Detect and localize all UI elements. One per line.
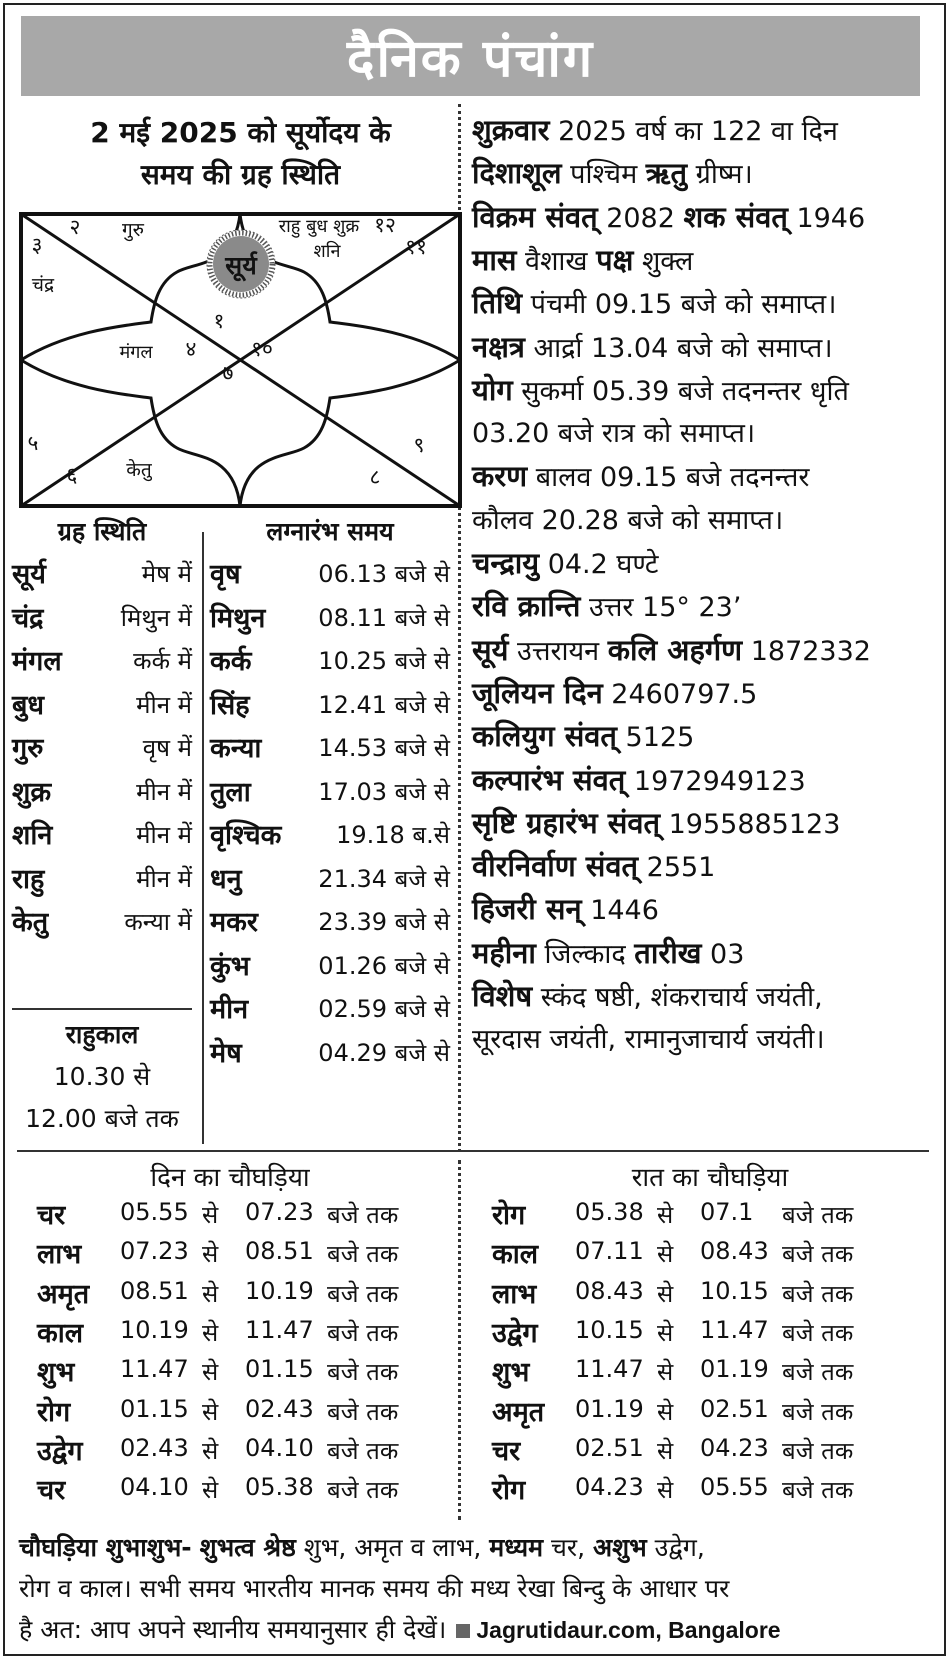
panchang-value: 2551 [638, 852, 716, 884]
panchang-value: उत्तरायन [508, 635, 608, 667]
panchang-value: स्कंद षष्ठी, शंकराचार्य जयंती, [532, 982, 823, 1013]
house-2: २ [69, 215, 81, 239]
panchang-label: मास [472, 242, 517, 277]
house-1: १ [213, 309, 225, 333]
house-3: ३ [31, 233, 43, 257]
panchang-value: 5125 [616, 722, 695, 754]
footer-shreshth: शुभ, अमृत व लाभ, [303, 1533, 482, 1562]
panchang-line [472, 846, 715, 885]
planet-mangal: मंगल [119, 342, 153, 363]
lagna-time: 12.41 बजे से [318, 690, 450, 719]
choghadiya-name: चर [37, 1200, 66, 1231]
lagna-time: 10.25 बजे से [318, 647, 450, 675]
panchang-label: कल्पारंभ संवत् [472, 762, 626, 797]
choghadiya-tak: बजे तक [782, 1397, 854, 1426]
footer-madhyam: चर, [551, 1533, 586, 1562]
section-divider [17, 1150, 929, 1152]
brand-credit: Jagrutidaur.com, Bangalore [476, 1617, 781, 1643]
panchang-label: पक्ष [596, 242, 634, 277]
panchang-line [472, 803, 840, 842]
graha-planet: गुरु [12, 733, 44, 764]
planet-shani: शनि [313, 241, 341, 262]
lagna-rashi: कन्या [210, 733, 262, 764]
footer-line2: रोग व काल। सभी समय भारतीय मानक समय की मध्य रेखा बिन्दु के आधार पर [19, 1574, 730, 1603]
footer-label: चौघड़िया शुभाशुभ- [19, 1533, 192, 1562]
panchang-label: चन्द्रायु [472, 546, 540, 580]
choghadiya-name: शुभ [37, 1357, 75, 1389]
panchang-value: सूरदास जयंती, रामानुजाचार्य जयंती। [472, 1024, 825, 1056]
panchang-line [472, 197, 865, 236]
lagna-rashi: कुंभ [210, 950, 250, 982]
panchang-line [472, 283, 836, 322]
panchang-value: 2460797.5 [602, 678, 758, 710]
panchang-line [472, 240, 693, 279]
footer-line3 [19, 1609, 934, 1651]
panchang-label: हिजरी सन् [472, 892, 582, 927]
choghadiya-se: से [202, 1358, 219, 1387]
choghadiya-name: अमृत [37, 1278, 90, 1310]
choghadiya-to: 05.38 [245, 1473, 314, 1502]
panchang-label: सृष्टि ग्रहारंभ संवत् [472, 805, 661, 840]
choghadiya-to: 10.15 [700, 1276, 769, 1305]
graha-planet: शनि [12, 820, 53, 851]
panchang-label: वीरनिर्वाण संवत् [472, 849, 639, 884]
lagna-time: 21.34 बजे से [318, 864, 450, 893]
choghadiya-se: से [657, 1240, 674, 1269]
lagna-rashi: मकर [210, 907, 258, 938]
rahukaal-divider [12, 1008, 192, 1010]
choghadiya-name: रोग [492, 1475, 526, 1507]
choghadiya-from: 02.43 [120, 1433, 189, 1462]
panchang-value: सुकर्मा 05.39 बजे तदनन्तर धृति [512, 375, 849, 407]
panchang-line [472, 673, 757, 712]
graha-planet: मंगल [12, 646, 62, 677]
choghadiya-se: से [657, 1358, 674, 1387]
choghadiya-tak: बजे तक [327, 1279, 399, 1308]
graha-rashi: मीन में [136, 777, 192, 806]
choghadiya-to: 11.47 [245, 1315, 314, 1344]
panchang-label: दिशाशूल [472, 156, 562, 191]
choghadiya-name: रोग [492, 1200, 526, 1231]
panchang-label: विशेष [472, 979, 533, 1013]
panchang-label: सूर्य [472, 632, 509, 667]
choghadiya-from: 07.11 [575, 1237, 644, 1266]
choghadiya-se: से [657, 1201, 674, 1229]
panchang-label: रवि क्रान्ति [472, 589, 581, 624]
choghadiya-se: से [657, 1476, 674, 1505]
choghadiya-to: 10.19 [245, 1276, 314, 1305]
lagna-rashi: सिंह [210, 689, 250, 721]
night-choghadiya-heading: रात का चौघड़िया [631, 1163, 789, 1193]
choghadiya-to: 04.23 [700, 1433, 769, 1462]
panchang-label: तिथि [472, 286, 523, 321]
rahukaal-heading: राहुकाल [65, 1020, 139, 1049]
panchang-line [472, 543, 659, 582]
panchang-line [472, 630, 871, 669]
house-12: १२ [374, 213, 396, 237]
panchang-label: जूलियन दिन [472, 675, 603, 710]
graha-planet: बुध [12, 689, 45, 721]
footer-note [19, 1527, 934, 1651]
house-11: ११ [405, 235, 427, 259]
choghadiya-from: 10.15 [575, 1315, 644, 1344]
choghadiya-name: चर [492, 1435, 521, 1467]
panchang-line [472, 716, 694, 755]
panchang-value: 2082 [597, 202, 684, 234]
rahukaal-box [12, 1014, 192, 1140]
choghadiya-name: काल [37, 1317, 84, 1349]
choghadiya-name: लाभ [37, 1239, 82, 1271]
lagna-time: 19.18 ब.से [336, 821, 450, 849]
panchang-label: शुक्रवार [472, 113, 550, 147]
panchang-value: शुक्ल [633, 245, 694, 277]
choghadiya-name: लाभ [492, 1278, 537, 1310]
choghadiya-se: से [202, 1318, 219, 1347]
graha-planet: सूर्य [12, 559, 46, 590]
chart-heading-line2: समय की ग्रह स्थिति [140, 158, 341, 191]
panchang-label: करण [472, 459, 528, 494]
graha-rashi: मीन में [136, 690, 192, 719]
panchang-value: वैशाख [516, 245, 597, 277]
day-choghadiya-heading: दिन का चौघड़िया [150, 1163, 310, 1193]
choghadiya-to: 02.43 [245, 1394, 314, 1423]
graha-planet: चंद्र [12, 602, 44, 634]
panchang-label: ऋतु [645, 156, 688, 191]
choghadiya-name: शुभ [492, 1357, 530, 1389]
choghadiya-tak: बजे तक [327, 1397, 399, 1426]
choghadiya-from: 05.38 [575, 1198, 644, 1226]
choghadiya-to: 07.1 [700, 1198, 754, 1226]
page-title: दैनिक पंचांग [346, 28, 595, 89]
choghadiya-to: 01.19 [700, 1355, 769, 1384]
choghadiya-to: 01.15 [245, 1355, 314, 1384]
choghadiya-to: 02.51 [700, 1394, 769, 1423]
panchang-line [472, 1019, 825, 1056]
graha-sthiti-heading: ग्रह स्थिति [57, 517, 147, 546]
choghadiya-se: से [657, 1397, 674, 1426]
choghadiya-se: से [202, 1476, 219, 1505]
house-6: ६ [66, 463, 78, 487]
choghadiya-se: से [202, 1397, 219, 1426]
graha-planet: केतु [12, 907, 49, 938]
lagna-time: 04.29 बजे से [318, 1038, 450, 1067]
choghadiya-from: 02.51 [575, 1433, 644, 1462]
choghadiya-from: 01.15 [120, 1394, 189, 1423]
planet-guru: गुरु [121, 219, 145, 241]
lagna-rashi: धनु [210, 863, 242, 895]
table-divider [202, 532, 204, 1144]
lagna-time: 02.59 बजे से [318, 995, 450, 1023]
kundli-chart [19, 212, 462, 508]
panchang-line [472, 760, 806, 799]
lagna-rashi: वृश्चिक [210, 820, 282, 851]
lagna-rashi: मिथुन [210, 602, 266, 634]
footer-ashubh-label: अशुभ [593, 1533, 647, 1562]
footer-line1 [19, 1527, 934, 1568]
house-4: ४ [185, 337, 197, 361]
choghadiya-tak: बजे तक [782, 1476, 854, 1505]
choghadiya-name: उद्वेग [37, 1435, 83, 1467]
choghadiya-tak: बजे तक [782, 1279, 854, 1308]
graha-rashi: मेष में [141, 560, 192, 588]
panchang-label: कलि अहर्गण [607, 632, 743, 667]
planet-ketu: केतु [126, 459, 152, 481]
rahukaal-line2: 12.00 बजे तक [25, 1104, 179, 1133]
choghadiya-to: 04.10 [245, 1433, 314, 1462]
panchang-value: 1972949123 [625, 765, 806, 797]
panchang-line [472, 456, 809, 495]
graha-rashi: मीन में [136, 821, 192, 849]
choghadiya-from: 07.23 [120, 1237, 189, 1266]
panchang-value: 03.20 बजे रात्र को समाप्त। [472, 418, 756, 450]
panchang-line [472, 976, 823, 1015]
choghadiya-tak: बजे तक [327, 1436, 399, 1465]
choghadiya-tak: बजे तक [327, 1318, 399, 1347]
graha-planet: राहु [12, 863, 45, 895]
choghadiya-to: 05.55 [700, 1473, 769, 1502]
choghadiya-name: काल [492, 1239, 539, 1271]
panchang-line [472, 110, 838, 149]
choghadiya-to: 11.47 [700, 1315, 769, 1344]
panchang-value: उत्तर 15° 23’ [580, 592, 742, 624]
choghadiya-se: से [202, 1201, 219, 1229]
planet-surya: सूर्य [225, 251, 257, 280]
planet-group-top-right: राहु बुध शुक्र [278, 216, 360, 237]
lagna-rashi: मेष [210, 1037, 242, 1069]
choghadiya-from: 01.19 [575, 1394, 644, 1423]
panchang-value: ग्रीष्म। [687, 159, 753, 191]
footer-line3-text: है अत: आप अपने स्थानीय समयानुसार ही देखें। [19, 1615, 447, 1644]
choghadiya-se: से [202, 1240, 219, 1269]
panchang-value: बालव 09.15 बजे तदनन्तर [527, 462, 810, 494]
panchang-label: कलियुग संवत् [472, 719, 617, 754]
graha-rashi: मीन में [136, 864, 192, 893]
chart-heading-line1: 2 मई 2025 को सूर्योदय के [90, 116, 391, 149]
panchang-label: शक संवत् [683, 199, 788, 234]
choghadiya-to: 08.51 [245, 1237, 314, 1266]
rahukaal-line1: 10.30 से [53, 1062, 151, 1091]
choghadiya-tak: बजे तक [327, 1476, 399, 1505]
graha-planet: शुक्र [12, 776, 52, 808]
panchang-line [472, 933, 744, 972]
panchang-value: 1946 [787, 202, 866, 234]
lagna-time: 06.13 बजे से [318, 560, 450, 588]
panchang-value: 03 [701, 938, 745, 970]
panchang-label: विक्रम संवत् [472, 199, 598, 234]
lagna-time: 14.53 बजे से [318, 734, 450, 762]
choghadiya-divider [458, 1160, 461, 1520]
choghadiya-name: रोग [37, 1396, 71, 1428]
choghadiya-name: अमृत [492, 1396, 545, 1428]
footer-ashubh: उद्वेग, [654, 1533, 705, 1562]
square-bullet-icon [456, 1624, 470, 1638]
lagna-rashi: मीन [210, 994, 249, 1025]
panchang-line [472, 327, 833, 366]
house-9: ९ [413, 433, 425, 457]
choghadiya-from: 11.47 [120, 1355, 189, 1384]
title-banner [21, 16, 920, 96]
panchang-line [472, 370, 849, 409]
choghadiya-tak: बजे तक [782, 1318, 854, 1347]
choghadiya-tak: बजे तक [782, 1240, 854, 1269]
panchang-value: जिल्काद [535, 938, 635, 970]
choghadiya-from: 11.47 [575, 1355, 644, 1384]
graha-rashi: कर्क में [133, 647, 192, 675]
house-7: ७ [222, 361, 234, 385]
planet-chandra: चंद्र [31, 274, 55, 296]
lagna-time: 01.26 बजे से [318, 951, 450, 980]
choghadiya-se: से [657, 1436, 674, 1465]
choghadiya-name: उद्वेग [492, 1317, 538, 1349]
choghadiya-from: 04.23 [575, 1473, 644, 1502]
panchang-line [472, 413, 755, 450]
panchang-line [472, 500, 783, 537]
choghadiya-tak: बजे तक [327, 1358, 399, 1387]
choghadiya-from: 10.19 [120, 1315, 189, 1344]
chart-heading [19, 112, 462, 196]
choghadiya-tak: बजे तक [327, 1201, 399, 1229]
choghadiya-from: 05.55 [120, 1198, 189, 1226]
panchang-label: तारीख [634, 935, 702, 970]
choghadiya-se: से [202, 1436, 219, 1465]
kundli-diagram [19, 212, 462, 508]
choghadiya-tak: बजे तक [782, 1358, 854, 1387]
lagna-rashi: तुला [210, 776, 251, 808]
house-8: ८ [369, 465, 381, 489]
choghadiya-tak: बजे तक [327, 1240, 399, 1269]
footer-madhyam-label: मध्यम [489, 1533, 544, 1562]
choghadiya-to: 07.23 [245, 1198, 314, 1226]
footer-shreshth-label: शुभत्व श्रेष्ठ [199, 1533, 296, 1562]
panchang-value: 1955885123 [660, 808, 841, 840]
choghadiya-from: 08.43 [575, 1276, 644, 1305]
house-10: १० [251, 337, 273, 361]
panchang-line [472, 889, 659, 928]
graha-rashi: कन्या में [124, 908, 192, 936]
choghadiya-from: 04.10 [120, 1473, 189, 1502]
graha-rashi: वृष में [142, 734, 192, 762]
choghadiya-se: से [202, 1279, 219, 1308]
lagna-time: 23.39 बजे से [318, 908, 450, 936]
lagna-time: 08.11 बजे से [318, 603, 450, 632]
panchang-value: 2025 वर्ष का 122 वा दिन [549, 116, 838, 147]
panchang-label: नक्षत्र [472, 329, 525, 364]
choghadiya-name: चर [37, 1475, 66, 1507]
choghadiya-tak: बजे तक [782, 1436, 854, 1465]
choghadiya-se: से [657, 1279, 674, 1308]
choghadiya-se: से [657, 1318, 674, 1347]
house-5: ५ [27, 431, 39, 455]
lagna-heading: लग्नारंभ समय [266, 517, 394, 546]
lagna-time: 17.03 बजे से [318, 777, 450, 806]
panchang-value: 1446 [581, 895, 659, 927]
panchang-value: कौलव 20.28 बजे को समाप्त। [472, 504, 784, 536]
panchang-value: पश्चिम [561, 159, 646, 191]
panchang-line [472, 153, 753, 192]
choghadiya-tak: बजे तक [782, 1201, 854, 1229]
choghadiya-from: 08.51 [120, 1276, 189, 1305]
panchang-value: आर्द्रा 13.04 बजे को समाप्त। [524, 332, 833, 364]
panchang-label: योग [472, 372, 513, 407]
panchang-value: पंचमी 09.15 बजे को समाप्त। [522, 289, 837, 321]
panchang-value: 1872332 [742, 635, 871, 667]
graha-rashi: मिथुन में [120, 603, 192, 632]
panchang-line [472, 586, 741, 625]
choghadiya-to: 08.43 [700, 1237, 769, 1266]
lagna-rashi: कर्क [210, 646, 252, 677]
panchang-label: महीना [472, 935, 536, 970]
lagna-rashi: वृष [210, 559, 241, 590]
panchang-value: 04.2 घण्टे [539, 549, 659, 580]
